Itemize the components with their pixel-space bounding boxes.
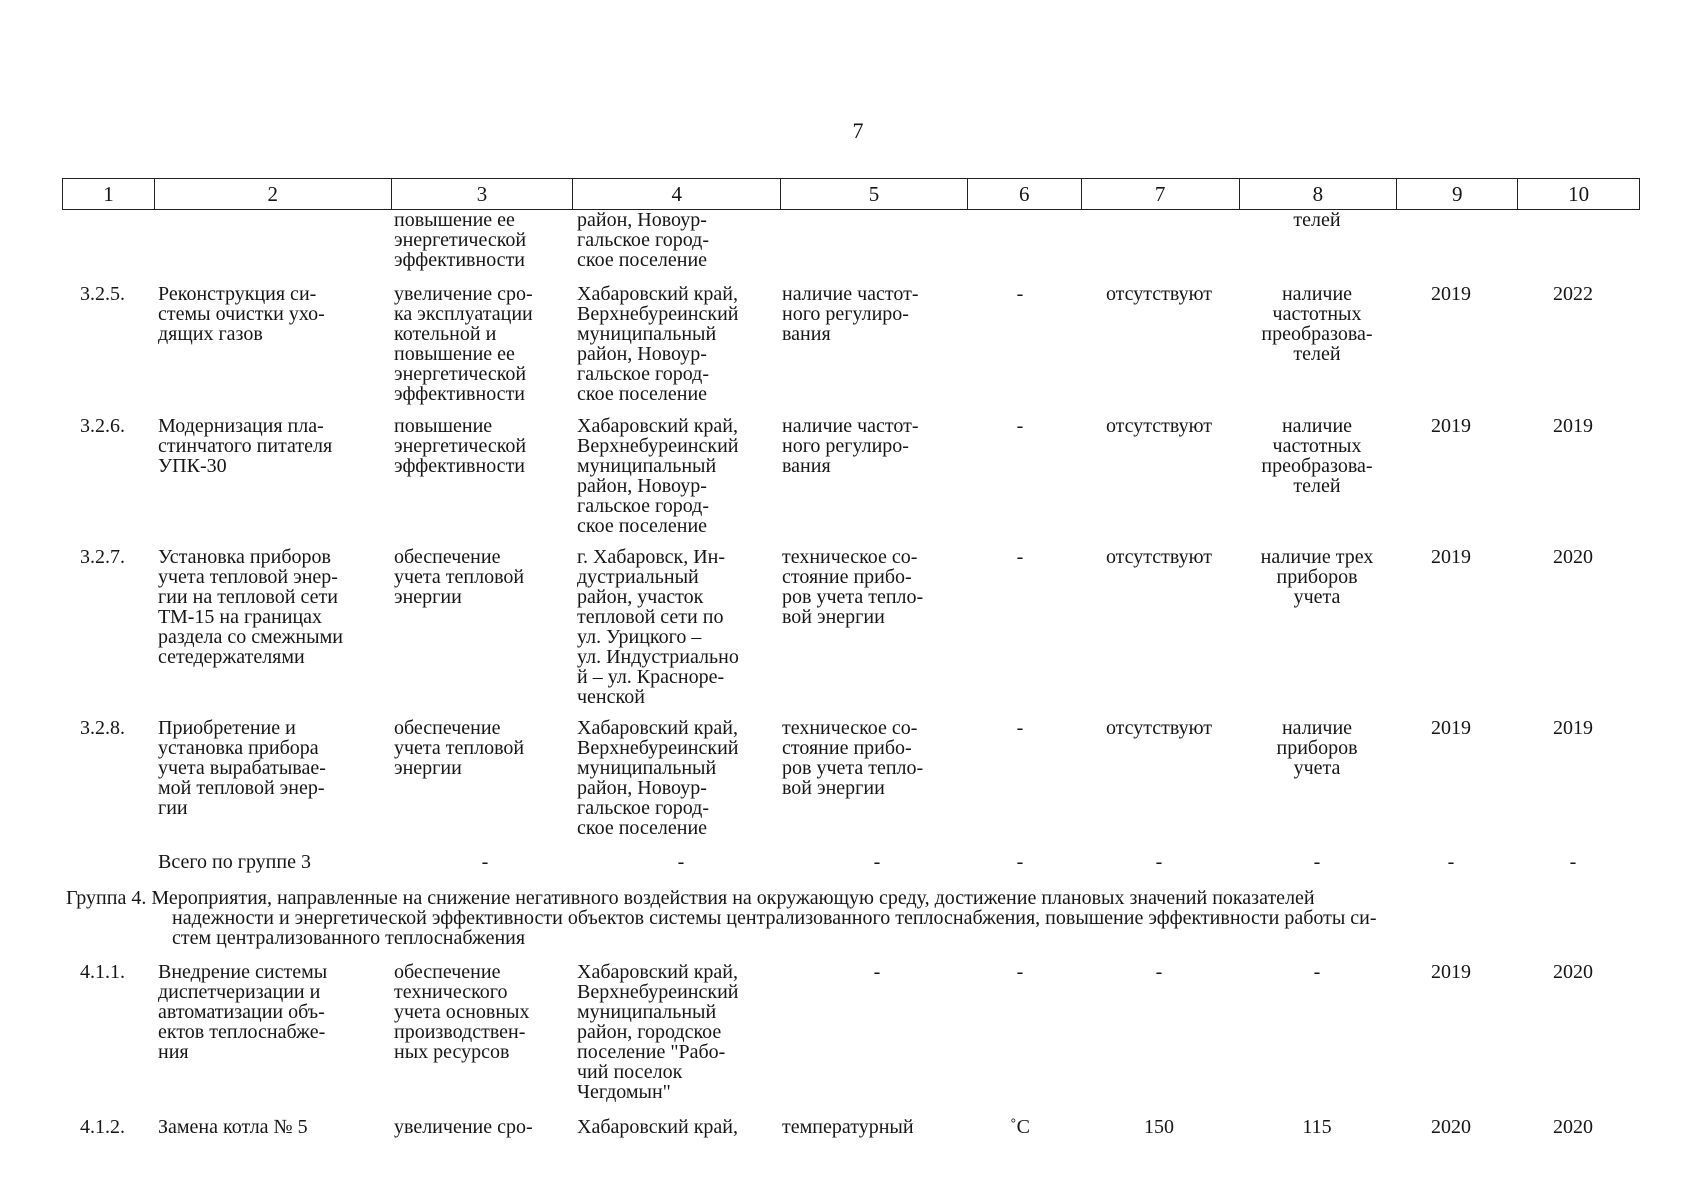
header-col-4: 4 <box>573 179 781 209</box>
measure-purpose: увеличение сро- <box>394 1116 533 1138</box>
measure-start-year: 2019 <box>1431 961 1471 983</box>
measure-start-year: 2019 <box>1431 283 1471 305</box>
measure-unit: - <box>1016 415 1024 437</box>
measure-unit: - <box>1016 717 1024 739</box>
page-number: 7 <box>852 118 864 143</box>
measure-indicator: - <box>873 961 881 983</box>
measure-current: отсутствуют <box>1105 415 1213 437</box>
measure-location: Хабаровский край, Верхнебуреинский муниципальный район, Новоур- гальское город- ское поселение <box>577 283 739 405</box>
total-value: - <box>1447 851 1455 873</box>
row-number: 3.2.6. <box>80 415 125 437</box>
measure-start-year: 2019 <box>1431 717 1471 739</box>
table-header-row <box>62 178 1640 210</box>
measure-purpose: увеличение сро- ка эксплуатации котельной и повышение ее энергетической эффективности <box>394 283 533 405</box>
measure-current: - <box>1155 961 1163 983</box>
measure-location: г. Хабаровск, Ин- дустриальный район, участок тепловой сети по ул. Урицкого – ул. Индустриально й – ул. Красноре- ченской <box>577 546 739 708</box>
measure-start-year: 2019 <box>1431 546 1471 568</box>
measure-location: Хабаровский край, Верхнебуреинский муниципальный район, Новоур- гальское город- ское поселение <box>577 415 739 537</box>
measure-end-year: 2020 <box>1553 961 1593 983</box>
header-col-10: 10 <box>1568 182 1590 206</box>
measure-purpose: обеспечение учета тепловой энергии <box>394 546 525 608</box>
measure-unit: ˚С <box>1010 1116 1030 1138</box>
measure-indicator: наличие частот- ного регулиро- вания <box>782 283 919 345</box>
measure-purpose: обеспечение технического учета основных производствен- ных ресурсов <box>394 961 530 1063</box>
total-value: - <box>677 851 685 873</box>
total-row-label: Всего по группе 3 <box>158 851 311 873</box>
measure-start-year: 2020 <box>1431 1116 1471 1138</box>
header-col-6: 6 <box>968 179 1082 209</box>
measure-indicator: техническое со- стояние прибо- ров учета тепло- вой энергии <box>782 717 924 799</box>
header-col-1: 1 <box>63 179 155 209</box>
measure-start-year: 2019 <box>1431 415 1471 437</box>
measure-name: Модернизация пла- стинчатого питателя УПК-30 <box>158 415 333 477</box>
measure-name: Внедрение системы диспетчеризации и автоматизации объ- ектов теплоснабже- ния <box>158 961 328 1063</box>
group-heading-line1: Группа 4. Мероприятия, направленные на снижение негативного воздействия на окружающую среду, достижение плановых значений показателей <box>66 887 1315 909</box>
measure-current: отсутствуют <box>1105 546 1213 568</box>
header-col-5: 5 <box>781 179 968 209</box>
measure-indicator: температурный <box>782 1116 914 1138</box>
measure-end-year: 2019 <box>1553 415 1593 437</box>
header-col-7: 7 <box>1082 179 1240 209</box>
measure-target: 115 <box>1302 1116 1332 1138</box>
header-col-9: 9 <box>1397 179 1518 209</box>
measure-location: Хабаровский край, Верхнебуреинский муниципальный район, Новоур- гальское город- ское поселение <box>577 717 739 839</box>
measure-end-year: 2019 <box>1553 717 1593 739</box>
continued-purpose: повышение ее энергетической эффективности <box>394 209 527 271</box>
total-value: - <box>873 851 881 873</box>
measure-end-year: 2020 <box>1553 546 1593 568</box>
measure-purpose: повышение энергетической эффективности <box>394 415 527 477</box>
total-value: - <box>1155 851 1163 873</box>
continued-location: район, Новоур- гальское город- ское поселение <box>577 209 710 271</box>
measure-name: Замена котла № 5 <box>158 1116 308 1138</box>
measure-name: Реконструкция си- стемы очистки ухо- дящих газов <box>158 283 325 345</box>
header-col-2: 2 <box>155 179 392 209</box>
row-number: 3.2.8. <box>80 717 125 739</box>
measure-target: наличие трех приборов учета <box>1260 546 1374 608</box>
measure-indicator: наличие частот- ного регулиро- вания <box>782 415 919 477</box>
header-col-3: 3 <box>392 179 574 209</box>
measure-purpose: обеспечение учета тепловой энергии <box>394 717 525 779</box>
continued-target: телей <box>1293 209 1341 231</box>
measure-target: наличие приборов учета <box>1276 717 1358 779</box>
row-number: 4.1.2. <box>80 1116 125 1138</box>
measure-current: отсутствуют <box>1105 283 1213 305</box>
measure-end-year: 2022 <box>1553 283 1593 305</box>
group-heading <box>66 888 1646 948</box>
total-value: - <box>481 851 489 873</box>
header-col-8: 8 <box>1240 179 1398 209</box>
measure-target: наличие частотных преобразова- телей <box>1261 283 1373 365</box>
measure-location: Хабаровский край, Верхнебуреинский муниципальный район, городское поселение "Рабо- чий поселок Чегдомын" <box>577 961 739 1103</box>
measure-unit: - <box>1016 283 1024 305</box>
total-value: - <box>1569 851 1577 873</box>
measure-unit: - <box>1016 961 1024 983</box>
measure-indicator: техническое со- стояние прибо- ров учета тепло- вой энергии <box>782 546 924 628</box>
total-value: - <box>1016 851 1024 873</box>
measure-target: - <box>1313 961 1321 983</box>
row-number: 3.2.5. <box>80 283 125 305</box>
row-number: 3.2.7. <box>80 546 125 568</box>
group-heading-rest: надежности и энергетической эффективности объектов системы централизованного теплоснабжения, повышение эффективности работы си- стем централизованного теплоснабжения <box>172 907 1377 949</box>
row-number: 4.1.1. <box>80 961 125 983</box>
measure-target: наличие частотных преобразова- телей <box>1261 415 1373 497</box>
measure-current: 150 <box>1144 1116 1174 1138</box>
total-value: - <box>1313 851 1321 873</box>
measure-name: Приобретение и установка прибора учета вырабатывае- мой тепловой энер- гии <box>158 717 326 819</box>
measure-end-year: 2020 <box>1553 1116 1593 1138</box>
measure-name: Установка приборов учета тепловой энер- гии на тепловой сети ТМ-15 на границах раздела со смежными сетедержателями <box>158 546 343 668</box>
measure-unit: - <box>1016 546 1024 568</box>
measure-location: Хабаровский край, <box>577 1116 738 1138</box>
measure-current: отсутствуют <box>1105 717 1213 739</box>
